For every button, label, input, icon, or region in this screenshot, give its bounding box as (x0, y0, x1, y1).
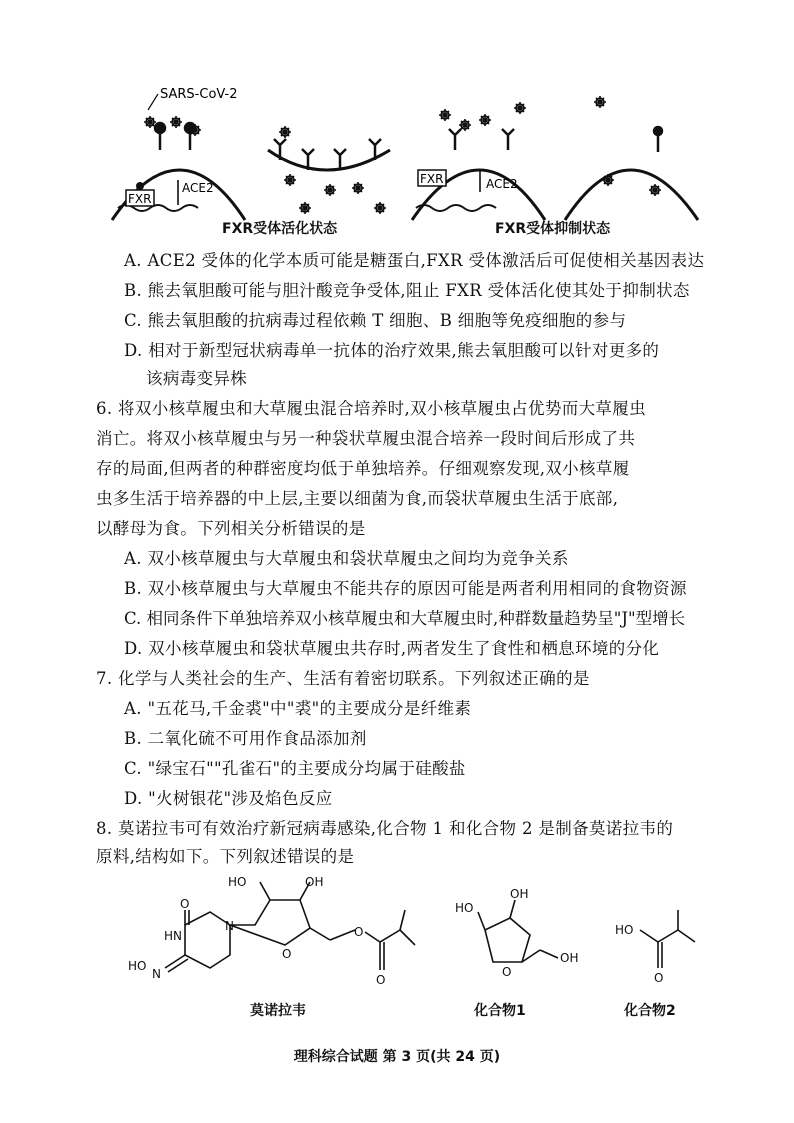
q6-option-d: D. 双小核草履虫和袋状草履虫共存时,两者发生了食性和栖息环境的分化 (124, 639, 660, 658)
ace2-label: ACE2 (486, 177, 518, 191)
atom-label: O (354, 925, 364, 939)
atom-label: O (282, 947, 292, 961)
pointer-line (148, 94, 158, 110)
ace2-receptor-icon (654, 127, 662, 152)
q6-stem-line: 存的局面,但两者的种群密度均低于单独培养。仔细观察发现,双小核草履 (96, 459, 630, 478)
fxr-receptor-figure (100, 80, 720, 235)
q5-option-d-cont: 该病毒变异株 (146, 369, 248, 388)
q5-option-b: B. 熊去氧胆酸可能与胆汁酸竞争受体,阻止 FXR 受体活化使其处于抑制状态 (124, 281, 690, 300)
label-molnupiravir: 莫诺拉韦 (250, 1003, 306, 1019)
q5-option-a: A. ACE2 受体的化学本质可能是糖蛋白,FXR 受体激活后可促使相关基因表达 (124, 251, 705, 270)
atom-label: HO (455, 901, 474, 915)
ace2-receptor-icon (155, 123, 195, 150)
q6-stem-line: 6. 将双小核草履虫和大草履虫混合培养时,双小核草履虫占优势而大草履虫 (96, 399, 646, 418)
q7-option-d: D. "火树银花"涉及焰色反应 (124, 789, 333, 808)
atom-label: N (152, 967, 161, 981)
fxr-label: FXR (420, 172, 444, 186)
q7-option-a: A. "五花马,千金裘"中"裘"的主要成分是纤维素 (124, 699, 472, 718)
virus-label: SARS-CoV-2 (160, 87, 238, 102)
atom-label: O (654, 971, 664, 985)
ace2-receptor-icon (274, 139, 381, 170)
q7-option-c: C. "绿宝石""孔雀石"的主要成分均属于硅酸盐 (124, 759, 466, 778)
atom-label: O (502, 965, 512, 979)
caption-activated: FXR受体活化状态 (222, 221, 338, 237)
q6-stem-line: 虫多生活于培养器的中上层,主要以细菌为食,而袋状草履虫生活于底部, (96, 489, 619, 508)
q6-option-b: B. 双小核草履虫与大草履虫不能共存的原因可能是两者利用相同的食物资源 (124, 579, 687, 598)
q8-stem-line: 原料,结构如下。下列叙述错误的是 (96, 847, 355, 866)
atom-label: O (180, 897, 190, 911)
q5-option-d: D. 相对于新型冠状病毒单一抗体的治疗效果,熊去氧胆酸可以针对更多的 (124, 341, 660, 360)
dna-strand (416, 205, 496, 211)
page-footer: 理科综合试题 第 3 页(共 24 页) (293, 1049, 501, 1065)
q6-stem-line: 以酵母为食。下列相关分析错误的是 (96, 519, 366, 538)
q7-stem: 7. 化学与人类社会的生产、生活有着密切联系。下列叙述正确的是 (96, 669, 590, 688)
cell-membrane-2 (268, 150, 390, 170)
q8-stem-line: 8. 莫诺拉韦可有效治疗新冠病毒感染,化合物 1 和化合物 2 是制备莫诺拉韦的 (96, 819, 674, 838)
caption-inhibited: FXR受体抑制状态 (495, 221, 611, 237)
q5-option-c: C. 熊去氧胆酸的抗病毒过程依赖 T 细胞、B 细胞等免疫细胞的参与 (124, 311, 627, 330)
q6-option-a: A. 双小核草履虫与大草履虫和袋状草履虫之间均为竞争关系 (124, 549, 569, 568)
ligand-icon (136, 182, 144, 190)
ace2-receptor-icon (449, 129, 514, 150)
ace2-label: ACE2 (182, 181, 214, 195)
atom-label: O (376, 973, 386, 987)
atom-label: HO (128, 959, 147, 973)
label-compound-2: 化合物2 (624, 1003, 676, 1019)
q6-option-c: C. 相同条件下单独培养双小核草履虫和大草履虫时,种群数量趋势呈"J"型增长 (124, 609, 686, 628)
atom-label: HN (164, 929, 182, 943)
atom-label: N (225, 919, 234, 933)
atom-label: OH (510, 887, 529, 901)
atom-label: OH (560, 951, 579, 965)
atom-label: HO (228, 875, 247, 889)
cell-membrane-4 (565, 170, 698, 220)
label-compound-1: 化合物1 (474, 1003, 526, 1019)
atom-label: HO (615, 923, 634, 937)
atom-label: OH (305, 875, 324, 889)
q6-stem-line: 消亡。将双小核草履虫与另一种袋状草履虫混合培养一段时间后形成了共 (96, 429, 636, 448)
q7-option-b: B. 二氧化硫不可用作食品添加剂 (124, 729, 367, 748)
fxr-label: FXR (128, 192, 152, 206)
